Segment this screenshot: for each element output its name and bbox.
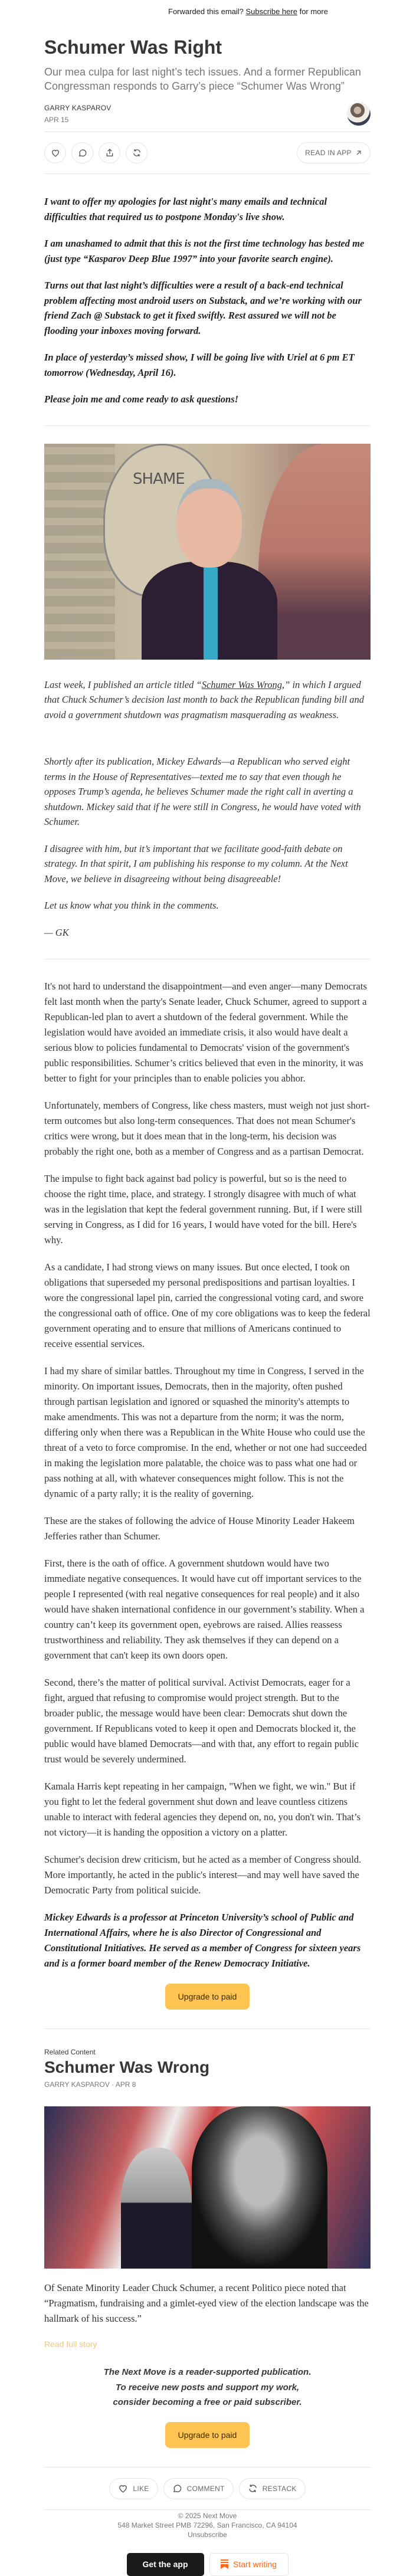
- divider: [44, 2028, 371, 2029]
- forwarded-suffix: for more: [299, 7, 328, 16]
- promo-line: The Next Move is a reader-supported publication.: [103, 2367, 312, 2377]
- body-paragraph: Kamala Harris kept repeating in her campaign, "When we fight, we win." But if you fight to let the federal government shut down and leave countless citizens unable to interact with federal agencies they depend on, no, you don't win. That’s not victory—it is handing the opposition a victory on a platter.: [44, 1781, 361, 1838]
- subscribe-promo: [44, 2365, 371, 2410]
- promo-line: To receive new posts and support my work,: [115, 2382, 300, 2393]
- comment-label: COMMENT: [186, 2484, 225, 2493]
- body-paragraph: Schumer's decision drew criticism, but he acted as a member of Congress should. More importantly, he acted in the public's interest—and may well have saved the Democratic Party from political suicide.: [44, 1854, 362, 1896]
- comment-bubble-icon: [172, 2483, 182, 2493]
- text: Last week, I published an article titled “: [44, 679, 202, 690]
- like-button[interactable]: [44, 142, 66, 163]
- editor-note-paragraph: Let us know what you think in the comments.: [44, 900, 219, 911]
- footer-buttons: [44, 2553, 371, 2576]
- image-sign-text: SHAME: [133, 470, 185, 488]
- footer-actions: [44, 2478, 371, 2499]
- upgrade-row: [44, 2422, 371, 2448]
- related-author: GARRY KASPAROV: [44, 2080, 110, 2089]
- related-date: APR 8: [115, 2080, 136, 2089]
- email-container: [44, 0, 371, 2576]
- image-figure-right: [192, 2106, 327, 2269]
- body-paragraph: I had my share of similar battles. Throughout my time in Congress, I served in the minority. On important issues, Democrats, then in the majority, often pushed through partisan legislation and ignored or squashed the minority's attempts to make amendments. This was not a departure from the norm; it was the norm, differing only when there was a Republican in the White House who could use the threat of a veto to force compromise. In the end, whether or not one had succeeded in making the legislation more palatable, the choice was to pass what one had or pass nothing at all, with whatever consequences might follow. This is not the dynamic of a party rally; it is the reality of governing.: [44, 1365, 367, 1499]
- byline: [44, 103, 371, 132]
- intro-paragraph: I am unashamed to admit that this is not the first time technology has bested me (just type “Kasparov Deep Blue 1997” into your favorite search engine).: [44, 238, 365, 264]
- related-title[interactable]: Schumer Was Wrong: [44, 2058, 210, 2076]
- related-byline: [44, 2080, 371, 2089]
- post-subtitle: Our mea culpa for last night’s tech issues. And a former Republican Congressman responds to Garry’s piece “Schumer Was Wrong”: [44, 66, 361, 92]
- arrow-up-right-icon: [355, 149, 362, 156]
- restack-pill-button[interactable]: [239, 2478, 306, 2499]
- upgrade-button-bottom[interactable]: Upgrade to paid: [165, 2422, 250, 2448]
- read-in-app-label: READ IN APP: [305, 149, 352, 157]
- editor-note-paragraph: Shortly after its publication, Mickey Edwards—a Republican who served eight terms in the House of Representatives—texted me to say that even though he opposes Trump’s agenda, he believes Schumer made the right call in averting a shutdown. Mickey said that if he were still in Congress, he would have voted with Schumer.: [44, 756, 361, 827]
- upgrade-row: [44, 1984, 371, 2010]
- image-figure-face: [177, 479, 242, 568]
- forwarded-text: Forwarded this email?: [168, 7, 244, 16]
- body-paragraph: First, there is the oath of office. A government shutdown would have two immediate negative consequences. It would have cut off important services to the people I represented (with real negative consequences for real people) and it also would have shaken international confidence in our government’s stability. When a country can’t keep its government open, eyebrows are raised. Allies reassess trustworthiness and reliability. They ask themselves if they can depend on a government that can't keep its own doors open.: [44, 1558, 365, 1661]
- share-button[interactable]: [99, 142, 120, 163]
- intro-paragraph: I want to offer my apologies for last night's many emails and technical difficulties that required us to postpone Monday's live show.: [44, 196, 327, 222]
- article-body: [44, 959, 371, 1971]
- separator: ·: [112, 2080, 114, 2089]
- share-icon: [105, 148, 114, 158]
- get-the-app-button[interactable]: Get the app: [127, 2553, 204, 2576]
- related-label: Related Content: [44, 2048, 96, 2056]
- body-paragraph: As a candidate, I had strong views on many issues. But once elected, I took on obligations that superseded my personal predispositions and partisan loyalties. I wore the congressional lapel pin, carried the congressional voting card, and swore the congressional oath of office. One of my core obligations was to keep the federal government operating and to ensure that millions of Americans continued to receive essential services.: [44, 1261, 371, 1349]
- copyright: © 2025 Next Move: [178, 2511, 237, 2520]
- image-figure-left: [121, 2148, 192, 2269]
- body-paragraph: The impulse to fight back against bad policy is powerful, but so is the need to choose the right time, place, and strategy. I strongly disagree with much of what was in the legislation that kept the federal government running. But, if I were still serving in Congress, as I did for 16 years, I would have voted for the bill. Here's why.: [44, 1173, 362, 1246]
- restack-label: RESTACK: [262, 2484, 297, 2493]
- start-writing-label: Start writing: [233, 2559, 277, 2569]
- image-figure-tie: [204, 568, 218, 660]
- like-pill-button[interactable]: [109, 2478, 158, 2499]
- hero-image[interactable]: [44, 444, 371, 660]
- heart-icon: [51, 148, 60, 158]
- body-paragraph: These are the stakes of following the advice of House Minority Leader Hakeem Jefferies rather than Schumer.: [44, 1515, 355, 1542]
- footer-info: [44, 2511, 371, 2539]
- read-in-app-button[interactable]: [297, 142, 371, 163]
- signoff: — GK: [44, 926, 69, 938]
- action-bar: [44, 132, 371, 173]
- address: 548 Market Street PMB 72296, San Francisco, CA 94104: [117, 2521, 297, 2529]
- upgrade-button[interactable]: Upgrade to paid: [165, 1984, 250, 2010]
- bookmark-icon: [221, 2559, 228, 2569]
- schumer-was-wrong-link[interactable]: Schumer Was Wrong: [201, 679, 283, 690]
- author-name[interactable]: GARRY KASPAROV: [44, 104, 112, 112]
- comment-pill-button[interactable]: [163, 2478, 234, 2499]
- read-full-story-link[interactable]: Read full story: [44, 2339, 97, 2349]
- editor-note-paragraph: I disagree with him, but it’s important that we facilitate good-faith debate on strategy. In that spirit, I am publishing his response to my column. At the Next Move, we believe in disagreeing without being disagreeable!: [44, 843, 348, 884]
- comment-bubble-icon: [78, 148, 87, 158]
- intro-paragraph: Please join me and come ready to ask questions!: [44, 394, 239, 405]
- body-paragraph: Unfortunately, members of Congress, like chess masters, must weigh not just short-term outcomes but also long-term consequences. That does not mean Schumer's critics were wrong, but it does mean that in the long-term, his decision was probably the right one, both as a member of Congress and as a partisan Democrat.: [44, 1100, 370, 1157]
- intro-paragraph: In place of yesterday’s missed show, I will be going live with Uriel at 6 pm ET tomorrow (Wednesday, April 16).: [44, 352, 355, 378]
- divider: [44, 2509, 371, 2510]
- forwarded-notice: [168, 7, 328, 17]
- post-date: APR 15: [44, 116, 69, 124]
- text: ,” in which I argued that Chuck Schumer’s decision last month to back the Republican funding bill and avoid a government shutdown was pragmatism masquerading as weakness.: [44, 679, 364, 720]
- author-avatar[interactable]: [347, 102, 371, 126]
- body-paragraph: Second, there’s the matter of political survival. Activist Democrats, eager for a fight, argued that refusing to compromise would project strength. But to the broader public, the message would have been clear: Democrats shut down the government. If Republicans voted to keep it open and Democrats blocked it, the public would have blamed Democrats—and with that, any effort to regain public trust would be severely undermined.: [44, 1677, 359, 1765]
- restack-button[interactable]: [126, 142, 148, 163]
- comment-button[interactable]: [71, 142, 93, 163]
- restack-icon: [132, 148, 142, 158]
- restack-icon: [248, 2483, 258, 2493]
- body-paragraph: It's not hard to understand the disappointment—and even anger—many Democrats felt last month when the party's Senate leader, Chuck Schumer, agreed to support a Republican-led plan to avert a shutdown of the federal government. While the legislation would have avoided an immediate crisis, it also would have dealt a serious blow to policies fundamental to Democrats' vision of the government's public responsibilities. Schumer’s critics believed that even in the minority, it was better to fight for your principles than to enable policies you abhor.: [44, 981, 367, 1084]
- unsubscribe-link[interactable]: Unsubscribe: [188, 2530, 227, 2539]
- author-bio: Mickey Edwards is a professor at Princeton University’s school of Public and International Affairs, where he is also Director of Congressional and Constitutional Initiatives. He served as a member of Congress for sixteen years and is a former board member of the Renew Democracy Initiative.: [44, 1912, 361, 1969]
- start-writing-button[interactable]: [209, 2553, 289, 2576]
- heart-icon: [118, 2483, 128, 2493]
- subscribe-link[interactable]: Subscribe here: [245, 7, 297, 16]
- intro-note: [44, 174, 371, 407]
- promo-line: consider becoming a free or paid subscriber.: [113, 2397, 302, 2407]
- related-image[interactable]: [44, 2106, 371, 2269]
- divider: [44, 425, 371, 426]
- intro-paragraph: Turns out that last night’s difficulties were a result of a back-end technical problem affecting most android users on Substack, and we’re working with our friend Zach @ Substack to get it fixed swiftly. Rest assured we will not be flooding your inboxes moving forward.: [44, 280, 362, 336]
- editor-note: [44, 660, 371, 940]
- post-title[interactable]: Schumer Was Right: [44, 37, 222, 58]
- related-excerpt: Of Senate Minority Leader Chuck Schumer, a recent Politico piece noted that “Pragmatism, fundraising and a gimlet-eyed view of the election landscape was the hallmark of his success.”: [44, 2282, 369, 2324]
- editor-note-paragraph: [44, 677, 371, 723]
- like-label: LIKE: [133, 2484, 149, 2493]
